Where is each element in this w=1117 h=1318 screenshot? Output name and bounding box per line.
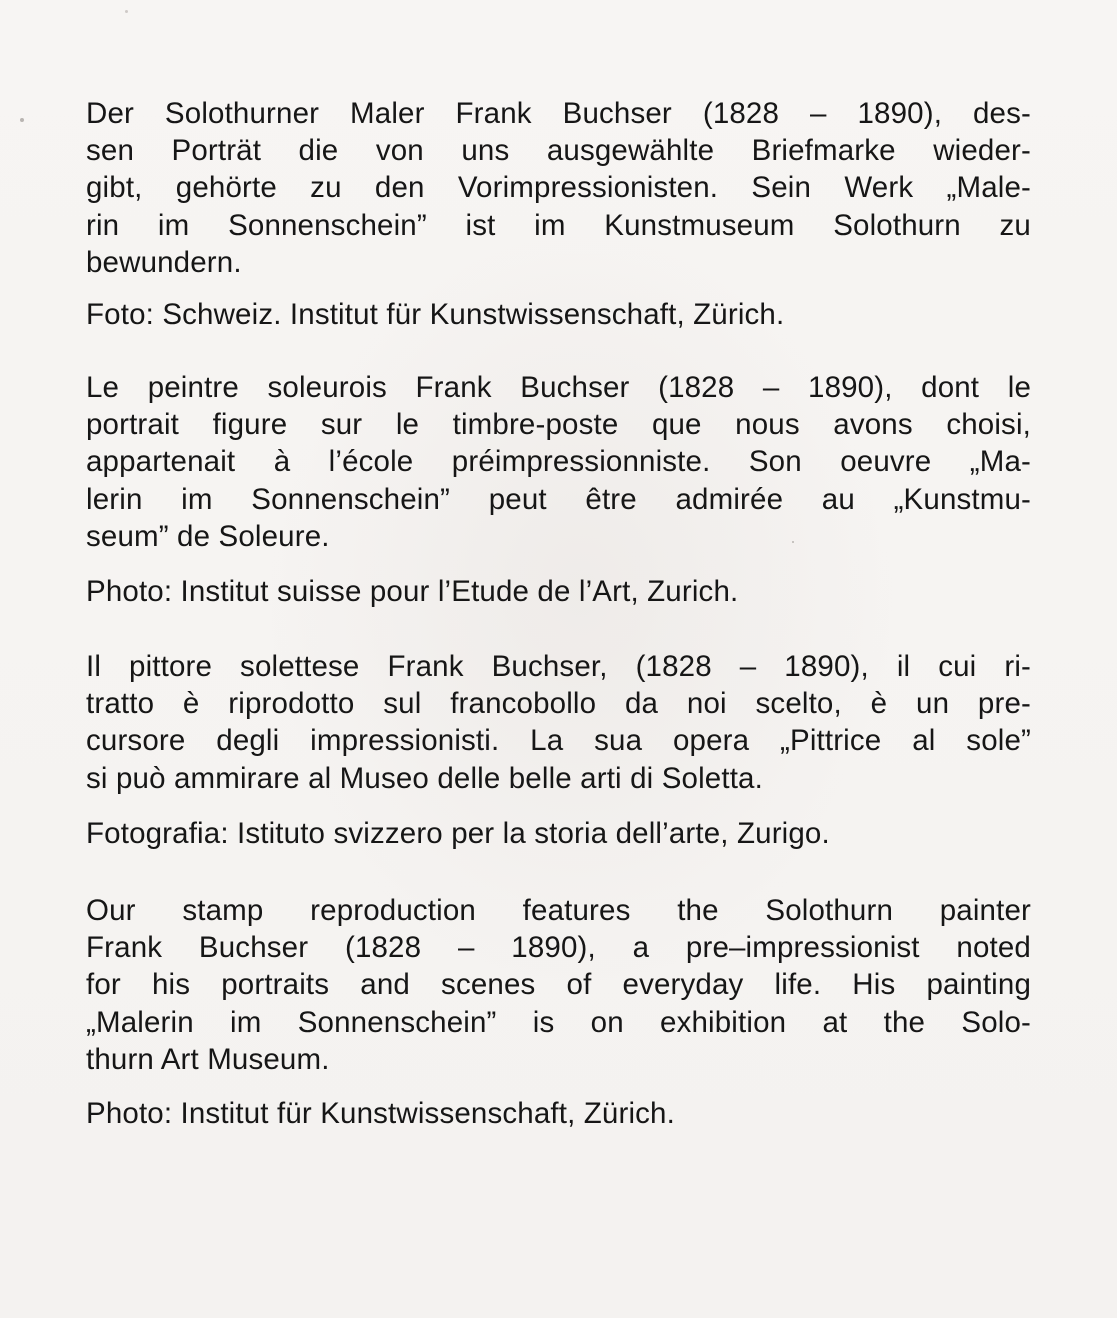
paragraph-line: bewundern. bbox=[86, 245, 242, 279]
paragraph-line: Der Solothurner Maler Frank Buchser (1828 – 1890), des- bbox=[86, 97, 1031, 130]
paragraph-english bbox=[86, 892, 1031, 1078]
photo-credit-english: Photo: Institut für Kunstwissenschaft, Zürich. bbox=[86, 1097, 675, 1130]
paper-speck bbox=[125, 10, 128, 13]
paragraph-line: for his portraits and scenes of everyday life. His painting bbox=[86, 968, 1031, 1002]
paragraph-line: rin im Sonnenschein” ist im Kunstmuseum Solothurn zu bbox=[86, 208, 1031, 242]
paragraph-line: cursore degli impressionisti. La sua opera „Pittrice al sole” bbox=[86, 724, 1031, 758]
photo-credit-italian: Fotografia: Istituto svizzero per la storia dell’arte, Zurigo. bbox=[86, 817, 830, 850]
paragraph-line: Frank Buchser (1828 – 1890), a pre–impressionist noted bbox=[86, 931, 1031, 965]
photo-credit-french: Photo: Institut suisse pour l’Etude de l’Art, Zurich. bbox=[86, 575, 739, 608]
paragraph-line: si può ammirare al Museo delle belle arti di Soletta. bbox=[86, 761, 763, 795]
paragraph-line: Il pittore solettese Frank Buchser, (1828 – 1890), il cui ri- bbox=[86, 650, 1031, 683]
paragraph-german bbox=[86, 95, 1031, 281]
paper-speck bbox=[20, 118, 24, 122]
photo-credit-german: Foto: Schweiz. Institut für Kunstwissenschaft, Zürich. bbox=[86, 298, 785, 331]
paragraph-line: seum” de Soleure. bbox=[86, 519, 330, 553]
paragraph-line: „Malerin im Sonnenschein” is on exhibition at the Solo- bbox=[86, 1005, 1031, 1039]
paragraph-line: lerin im Sonnenschein” peut être admirée au „Kunstmu- bbox=[86, 482, 1031, 516]
paragraph-french bbox=[86, 369, 1031, 555]
paragraph-line: tratto è riprodotto sul francobollo da noi scelto, è un pre- bbox=[86, 687, 1031, 721]
paragraph-line: appartenait à l’école préimpressionniste. Son oeuvre „Ma- bbox=[86, 445, 1031, 479]
paragraph-line: portrait figure sur le timbre-poste que nous avons choisi, bbox=[86, 408, 1031, 442]
paragraph-italian bbox=[86, 648, 1031, 797]
paragraph-line: Le peintre soleurois Frank Buchser (1828 – 1890), dont le bbox=[86, 371, 1031, 404]
paragraph-line: gibt, gehörte zu den Vorimpressionisten. Sein Werk „Male- bbox=[86, 171, 1031, 205]
paragraph-line: sen Porträt die von uns ausgewählte Briefmarke wieder- bbox=[86, 134, 1031, 168]
paragraph-line: Our stamp reproduction features the Solothurn painter bbox=[86, 894, 1031, 927]
paragraph-line: thurn Art Museum. bbox=[86, 1042, 330, 1076]
